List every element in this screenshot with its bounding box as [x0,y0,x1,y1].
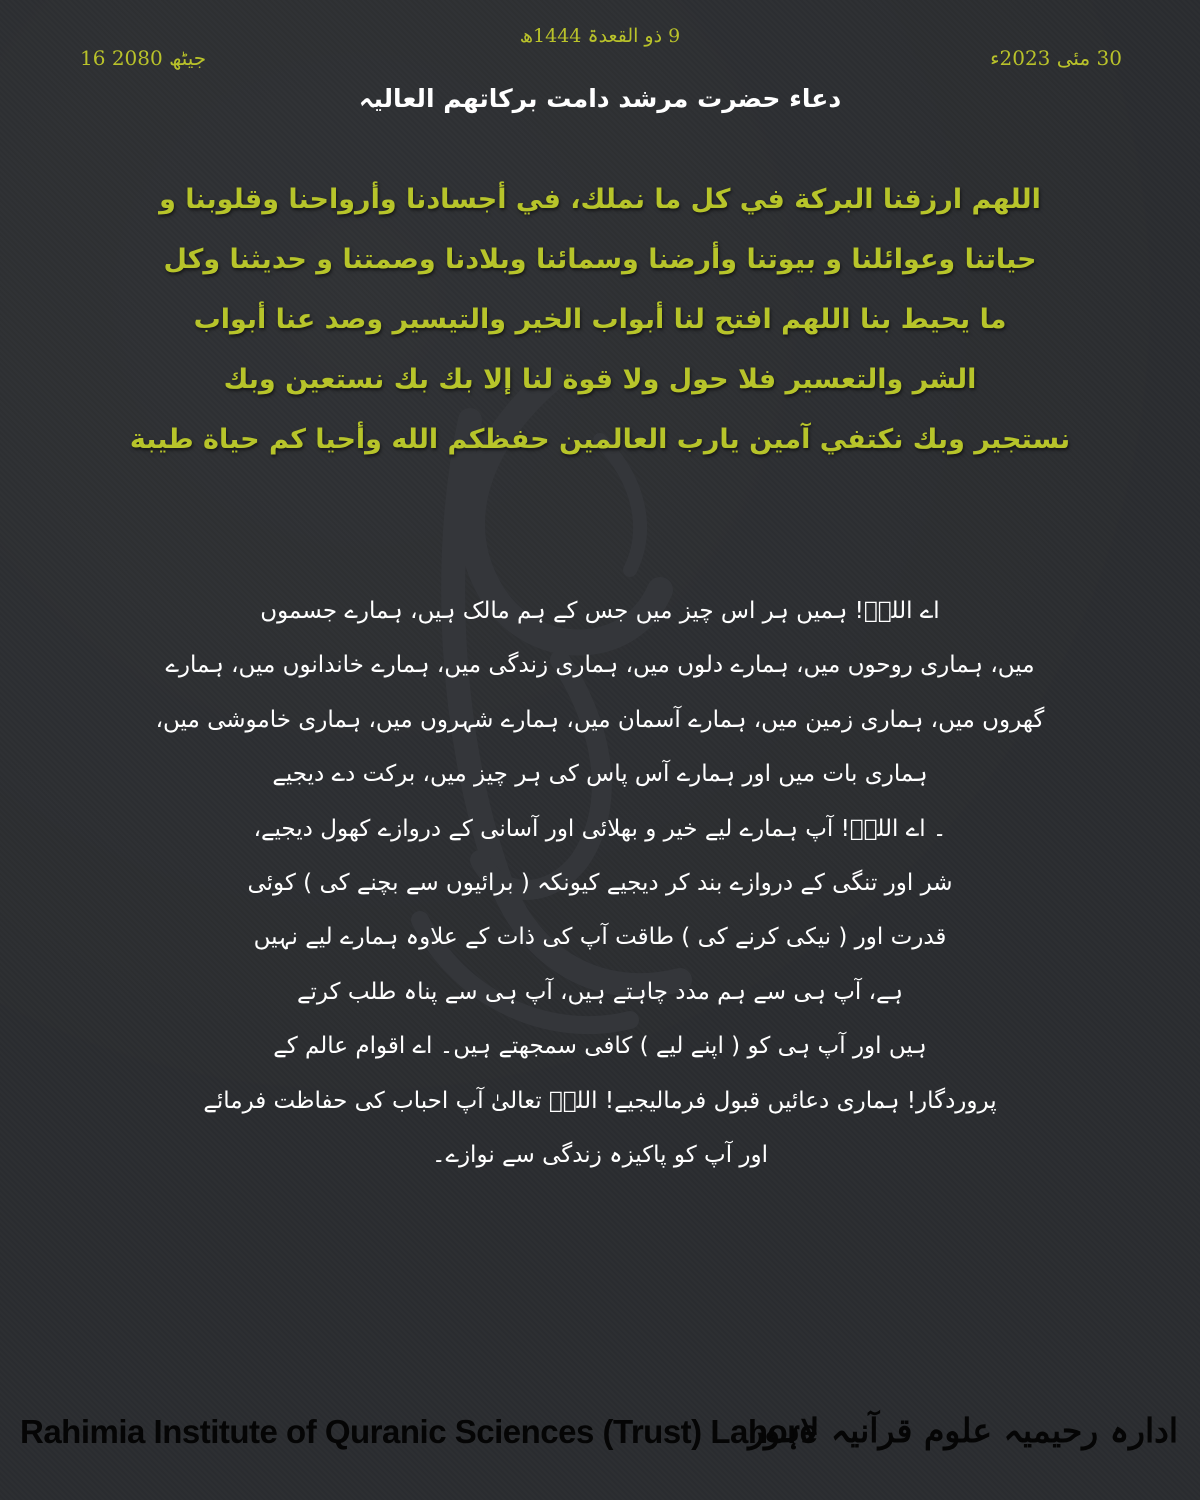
urdu-translation-line: ۔ اے اللہؑ! آپ ہمارے لیے خیر و بھلائی اور آسانی کے دروازے کھول دیجیے، [253,815,947,842]
urdu-translation-line: پروردگار! ہماری دعائیں قبول فرمالیجیے! اللہؑ تعالیٰ آپ احباب کی حفاظت فرمائے [203,1087,997,1114]
arabic-dua [80,170,1120,470]
footer [0,1402,1200,1472]
urdu-translation-line: ہیں اور آپ ہی کو ( اپنے لیے ) کافی سمجھتے ہیں۔ اے اقوام عالم کے [273,1033,927,1060]
urdu-translation-line: ہے، آپ ہی سے ہم مدد چاہتے ہیں، آپ ہی سے پناہ طلب کرتے [296,978,904,1005]
institute-name-english: Rahimia Institute of Quranic Sciences (Trust) Lahore [20,1413,818,1450]
urdu-translation-line: اے اللہؑ! ہمیں ہر اس چیز میں جس کے ہم مالک ہیں، ہمارے جسموں [260,598,940,624]
arabic-dua-line: الشر والتعسير فلا حول ولا قوة لنا إلا بك بك نستعين وبك [223,364,977,395]
arabic-dua-line: اللھم ارزقنا البركة في كل ما نملك، في أجسادنا وأرواحنا وقلوبنا و [159,184,1041,215]
urdu-translation-line: اور آپ کو پاکیزہ زندگی سے نوازے۔ [432,1142,768,1169]
urdu-translation-line: شر اور تنگی کے دروازے بند کر دیجیے کیونکہ ( برائیوں سے بچنے کی ) کوئی [247,870,953,897]
urdu-translation-line: میں، ہماری روحوں میں، ہمارے دلوں میں، ہماری زندگی میں، ہمارے خاندانوں میں، ہمارے [165,652,1035,679]
arabic-dua-line: ما يحيط بنا اللھم افتح لنا أبواب الخير والتيسير وصد عنا أبواب [193,304,1007,335]
urdu-translation [110,584,1090,1182]
urdu-translation-line: ہماری بات میں اور ہمارے آس پاس کی ہر چیز میں، برکت دے دیجیے [272,761,928,788]
institute-logo-urdu: ادارہ رحیمیہ علوم قرآنیہ لاہور [748,1411,1178,1450]
urdu-translation-line: گھروں میں، ہماری زمین میں، ہمارے آسمان میں، ہمارے شہروں میں، ہماری خاموشی میں، [155,706,1045,733]
bikrami-date: 16 جیٹھ 2080 [80,46,207,70]
urdu-translation-line: قدرت اور ( نیکی کرنے کی ) طاقت آپ کی ذات کے علاوہ ہمارے لیے نہیں [253,924,947,951]
arabic-dua-line: نستجير وبك نكتفي آمين يارب العالمين حفظكم الله وأحيا كم حياة طيبة [129,424,1071,455]
page-title: دعاء حضرت مرشد دامت برکاتھم العالیہ [358,84,842,113]
arabic-dua-line: حياتنا وعوائلنا و بيوتنا وأرضنا وسمائنا وبلادنا وصمتنا و حديثنا وكل [163,244,1037,275]
hijri-date: 9 ذو القعدۃ 1444ھ [519,25,681,47]
gregorian-date: 30 مئی 2023ء [990,46,1122,70]
